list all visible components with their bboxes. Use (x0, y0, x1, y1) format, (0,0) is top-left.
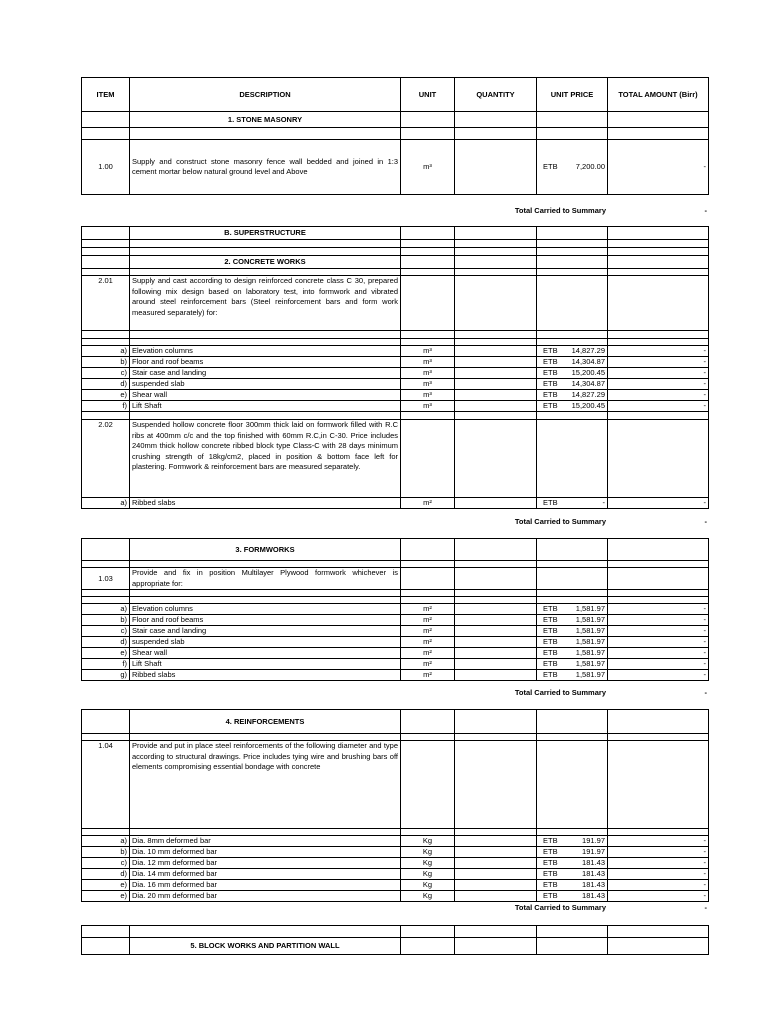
unit-price (537, 659, 608, 670)
sub-item-unit: m² (401, 670, 455, 681)
table-row (82, 140, 709, 195)
table-row (82, 357, 709, 368)
section-title: 2. CONCRETE WORKS (130, 256, 401, 269)
sub-item-unit: Kg (401, 836, 455, 847)
unit-price (537, 869, 608, 880)
currency: ETB (543, 869, 558, 878)
sub-item-quantity (455, 604, 537, 615)
sub-item-letter: f) (82, 401, 130, 412)
total-carried-3 (81, 688, 708, 700)
sub-item-unit: Kg (401, 869, 455, 880)
section-title: 3. FORMWORKS (130, 539, 401, 561)
currency: ETB (543, 648, 558, 657)
sub-item-letter: g) (82, 670, 130, 681)
sub-item-quantity (455, 869, 537, 880)
boq-table-reinforcements (81, 709, 709, 902)
total-amount: - (608, 368, 709, 379)
price-value: 1,581.97 (575, 604, 605, 613)
price-value: 1,581.97 (575, 637, 605, 646)
item-description: Provide and put in place steel reinforcements of the following diameter and type according to structural drawings. Price includes tying wire and brushing bars off elements compromising essential bondage with concrete (130, 741, 401, 829)
price-value: 1,581.97 (575, 659, 605, 668)
unit-price (537, 357, 608, 368)
total-amount: - (608, 858, 709, 869)
sub-item-letter: d) (82, 869, 130, 880)
currency: ETB (543, 615, 558, 624)
sub-item-description: Stair case and landing (130, 368, 401, 379)
sub-item-quantity (455, 346, 537, 357)
price-value: 1,581.97 (575, 615, 605, 624)
sub-item-unit: m³ (401, 401, 455, 412)
unit-price (537, 368, 608, 379)
sub-item-unit: m² (401, 498, 455, 509)
price-value: 181.43 (582, 869, 605, 878)
table-row (82, 891, 709, 902)
header-unit: UNIT (401, 78, 455, 112)
header-quantity: QUANTITY (455, 78, 537, 112)
unit-price (537, 637, 608, 648)
item-number: 1.03 (82, 568, 130, 590)
header-row (82, 78, 709, 112)
sub-item-description: Dia. 10 mm deformed bar (130, 847, 401, 858)
boq-table-stone (81, 77, 709, 195)
sub-item-description: Elevation columns (130, 604, 401, 615)
sub-item-unit: m² (401, 615, 455, 626)
sub-item-unit: m² (401, 604, 455, 615)
sub-item-quantity (455, 670, 537, 681)
sub-item-description: Dia. 20 mm deformed bar (130, 891, 401, 902)
unit-price (537, 626, 608, 637)
item-unit: m³ (401, 140, 455, 195)
table-row (82, 869, 709, 880)
table-row (82, 847, 709, 858)
sub-item-unit: m³ (401, 346, 455, 357)
table-row (82, 626, 709, 637)
currency: ETB (543, 346, 558, 355)
sub-item-quantity (455, 626, 537, 637)
currency: ETB (543, 626, 558, 635)
header-total-amount: TOTAL AMOUNT (Birr) (608, 78, 709, 112)
price-value: 14,304.87 (571, 379, 605, 388)
sub-item-letter: e) (82, 880, 130, 891)
table-row (82, 836, 709, 847)
total-amount: - (608, 891, 709, 902)
unit-price (537, 498, 608, 509)
total-carried-2 (81, 517, 708, 529)
total-amount: - (608, 637, 709, 648)
sub-item-letter: a) (82, 498, 130, 509)
header-unit-price: UNIT PRICE (537, 78, 608, 112)
part-title: B. SUPERSTRUCTURE (130, 227, 401, 240)
currency: ETB (543, 891, 558, 900)
table-row (82, 880, 709, 891)
table-row (82, 568, 709, 590)
currency: ETB (543, 659, 558, 668)
sub-item-description: Elevation columns (130, 346, 401, 357)
sub-item-unit: m³ (401, 379, 455, 390)
total-label: Total Carried to Summary (514, 903, 606, 912)
unit-price (537, 880, 608, 891)
section-title-row (82, 112, 709, 128)
table-row (82, 390, 709, 401)
sub-item-description: Lift Shaft (130, 401, 401, 412)
table-row (82, 498, 709, 509)
section-title: 5. BLOCK WORKS AND PARTITION WALL (130, 938, 401, 955)
table-row (82, 401, 709, 412)
sub-item-quantity (455, 615, 537, 626)
sub-item-description: Floor and roof beams (130, 615, 401, 626)
total-amount: - (608, 847, 709, 858)
total-amount: - (608, 379, 709, 390)
price-value: 14,827.29 (571, 390, 605, 399)
section-title: 4. REINFORCEMENTS (130, 710, 401, 734)
total-amount: - (608, 648, 709, 659)
table-row (82, 276, 709, 331)
sub-item-letter: b) (82, 357, 130, 368)
sub-item-unit: m² (401, 626, 455, 637)
currency: ETB (543, 379, 558, 388)
sub-item-description: Shear wall (130, 648, 401, 659)
total-amount: - (608, 670, 709, 681)
unit-price (537, 390, 608, 401)
total-amount: - (608, 880, 709, 891)
table-row (82, 615, 709, 626)
table-row (82, 858, 709, 869)
unit-price (537, 858, 608, 869)
block-works-section (81, 925, 708, 955)
unit-price (537, 346, 608, 357)
sub-item-letter: e) (82, 891, 130, 902)
unit-price (537, 615, 608, 626)
total-amount: - (608, 659, 709, 670)
sub-item-letter: c) (82, 626, 130, 637)
sub-item-quantity (455, 858, 537, 869)
currency: ETB (543, 357, 558, 366)
item-number: 2.02 (82, 420, 130, 498)
sub-item-unit: Kg (401, 847, 455, 858)
unit-price (537, 604, 608, 615)
sub-item-description: suspended slab (130, 637, 401, 648)
sub-item-quantity (455, 836, 537, 847)
currency: ETB (543, 368, 558, 377)
currency: ETB (543, 401, 558, 410)
currency: ETB (543, 847, 558, 856)
total-amount: - (608, 401, 709, 412)
unit-price (537, 836, 608, 847)
sub-item-description: Ribbed slabs (130, 498, 401, 509)
table-row (82, 346, 709, 357)
table-row (82, 379, 709, 390)
unit-price (537, 891, 608, 902)
price-value: 15,200.45 (571, 368, 605, 377)
item-number: 1.00 (82, 140, 130, 195)
total-value: - (704, 688, 707, 697)
sub-item-unit: m³ (401, 357, 455, 368)
sub-item-description: Floor and roof beams (130, 357, 401, 368)
formworks-section (81, 538, 708, 681)
sub-item-quantity (455, 401, 537, 412)
sub-item-unit: Kg (401, 858, 455, 869)
table-row (82, 659, 709, 670)
sub-item-letter: e) (82, 390, 130, 401)
total-value: - (704, 517, 707, 526)
sub-item-description: Dia. 14 mm deformed bar (130, 869, 401, 880)
currency: ETB (543, 162, 558, 171)
sub-item-description: Stair case and landing (130, 626, 401, 637)
stone-masonry-section (81, 77, 708, 195)
currency: ETB (543, 858, 558, 867)
table-row (82, 368, 709, 379)
table-row (82, 637, 709, 648)
sub-item-quantity (455, 637, 537, 648)
sub-item-description: Dia. 12 mm deformed bar (130, 858, 401, 869)
price-value: 181.43 (582, 891, 605, 900)
total-amount: - (608, 604, 709, 615)
total-label: Total Carried to Summary (514, 517, 606, 526)
total-amount: - (608, 390, 709, 401)
boq-table-block (81, 925, 709, 955)
sub-item-unit: Kg (401, 880, 455, 891)
total-value: - (704, 903, 707, 912)
unit-price (537, 401, 608, 412)
sub-item-letter: b) (82, 847, 130, 858)
total-amount: - (608, 346, 709, 357)
price-value: 15,200.45 (571, 401, 605, 410)
table-row (82, 670, 709, 681)
sub-item-letter: a) (82, 604, 130, 615)
total-carried-4 (81, 903, 708, 915)
price-value: 1,581.97 (575, 648, 605, 657)
total-amount: - (608, 498, 709, 509)
sub-item-description: Dia. 16 mm deformed bar (130, 880, 401, 891)
currency: ETB (543, 390, 558, 399)
price-value: 1,581.97 (575, 670, 605, 679)
sub-item-quantity (455, 847, 537, 858)
sub-item-quantity (455, 659, 537, 670)
item-number: 2.01 (82, 276, 130, 331)
total-value: - (704, 206, 707, 215)
sub-item-unit: m² (401, 659, 455, 670)
sub-item-description: Ribbed slabs (130, 670, 401, 681)
table-row (82, 604, 709, 615)
unit-price (537, 670, 608, 681)
table-row (82, 420, 709, 498)
currency: ETB (543, 498, 558, 507)
sub-item-letter: d) (82, 379, 130, 390)
sub-item-quantity (455, 648, 537, 659)
sub-item-description: Dia. 8mm deformed bar (130, 836, 401, 847)
price-value: - (602, 498, 605, 507)
table-row (82, 741, 709, 829)
item-number: 1.04 (82, 741, 130, 829)
sub-item-unit: Kg (401, 891, 455, 902)
boq-table-formworks (81, 538, 709, 681)
currency: ETB (543, 637, 558, 646)
sub-item-letter: a) (82, 346, 130, 357)
price-value: 14,304.87 (571, 357, 605, 366)
total-amount: - (608, 357, 709, 368)
sub-item-letter: b) (82, 615, 130, 626)
sub-item-quantity (455, 891, 537, 902)
sub-item-letter: f) (82, 659, 130, 670)
unit-price (537, 847, 608, 858)
item-description: Supply and construct stone masonry fence wall bedded and joined in 1:3 cement mortar below natural ground level and Above (130, 140, 401, 195)
sub-item-description: suspended slab (130, 379, 401, 390)
price-value: 7,200.00 (575, 162, 605, 171)
sub-item-unit: m² (401, 648, 455, 659)
price-value: 181.43 (582, 858, 605, 867)
currency: ETB (543, 604, 558, 613)
sub-item-letter: e) (82, 648, 130, 659)
sub-item-quantity (455, 379, 537, 390)
table-row (82, 648, 709, 659)
price-value: 14,827.29 (571, 346, 605, 355)
reinforcements-section (81, 709, 708, 902)
total-amount: - (608, 626, 709, 637)
total-amount: - (608, 615, 709, 626)
sub-item-description: Shear wall (130, 390, 401, 401)
total-label: Total Carried to Summary (514, 688, 606, 697)
total-amount: - (608, 869, 709, 880)
item-description: Provide and fix in position Multilayer Plywood formwork whichever is appropriate for: (130, 568, 401, 590)
sub-item-unit: m² (401, 637, 455, 648)
item-description: Supply and cast according to design reinforced concrete class C 30, prepared following mix design based on laboratory test, into formwork and vibrated around steel reinforcement bars (Steel reinforcement bars and form work measured separately) for: (130, 276, 401, 331)
header-item: ITEM (82, 78, 130, 112)
unit-price (537, 648, 608, 659)
sub-item-description: Lift Shaft (130, 659, 401, 670)
currency: ETB (543, 670, 558, 679)
item-description: Suspended hollow concrete floor 300mm thick laid on formwork filled with R.C ribs at 400mm c/c and the top finished with 60mm R.C,in C-30. Price includes 240mm thick hollow concrete ribbed block type Class-C with 28 days minimum crushing strength of 18kg/cm2, placed in position & bottom face left for plastering. Formwork & reinforcement bars are measured separately. (130, 420, 401, 498)
section-title: 1. STONE MASONRY (130, 112, 401, 128)
price-value: 191.97 (582, 836, 605, 845)
header-description: DESCRIPTION (130, 78, 401, 112)
sub-item-quantity (455, 368, 537, 379)
currency: ETB (543, 836, 558, 845)
sub-item-letter: d) (82, 637, 130, 648)
price-value: 181.43 (582, 880, 605, 889)
unit-price (537, 379, 608, 390)
price-value: 1,581.97 (575, 626, 605, 635)
total-carried-1 (81, 206, 708, 218)
sub-item-unit: m³ (401, 390, 455, 401)
total-label: Total Carried to Summary (514, 206, 606, 215)
total-amount: - (608, 836, 709, 847)
concrete-works-section (81, 226, 708, 509)
price-value: 191.97 (582, 847, 605, 856)
currency: ETB (543, 880, 558, 889)
sub-item-letter: c) (82, 858, 130, 869)
sub-item-quantity (455, 357, 537, 368)
unit-price (537, 140, 608, 195)
boq-table-concrete (81, 226, 709, 509)
sub-item-quantity (455, 498, 537, 509)
total-amount: - (608, 140, 709, 195)
sub-item-letter: a) (82, 836, 130, 847)
sub-item-unit: m³ (401, 368, 455, 379)
sub-item-letter: c) (82, 368, 130, 379)
sub-item-quantity (455, 390, 537, 401)
sub-item-quantity (455, 880, 537, 891)
